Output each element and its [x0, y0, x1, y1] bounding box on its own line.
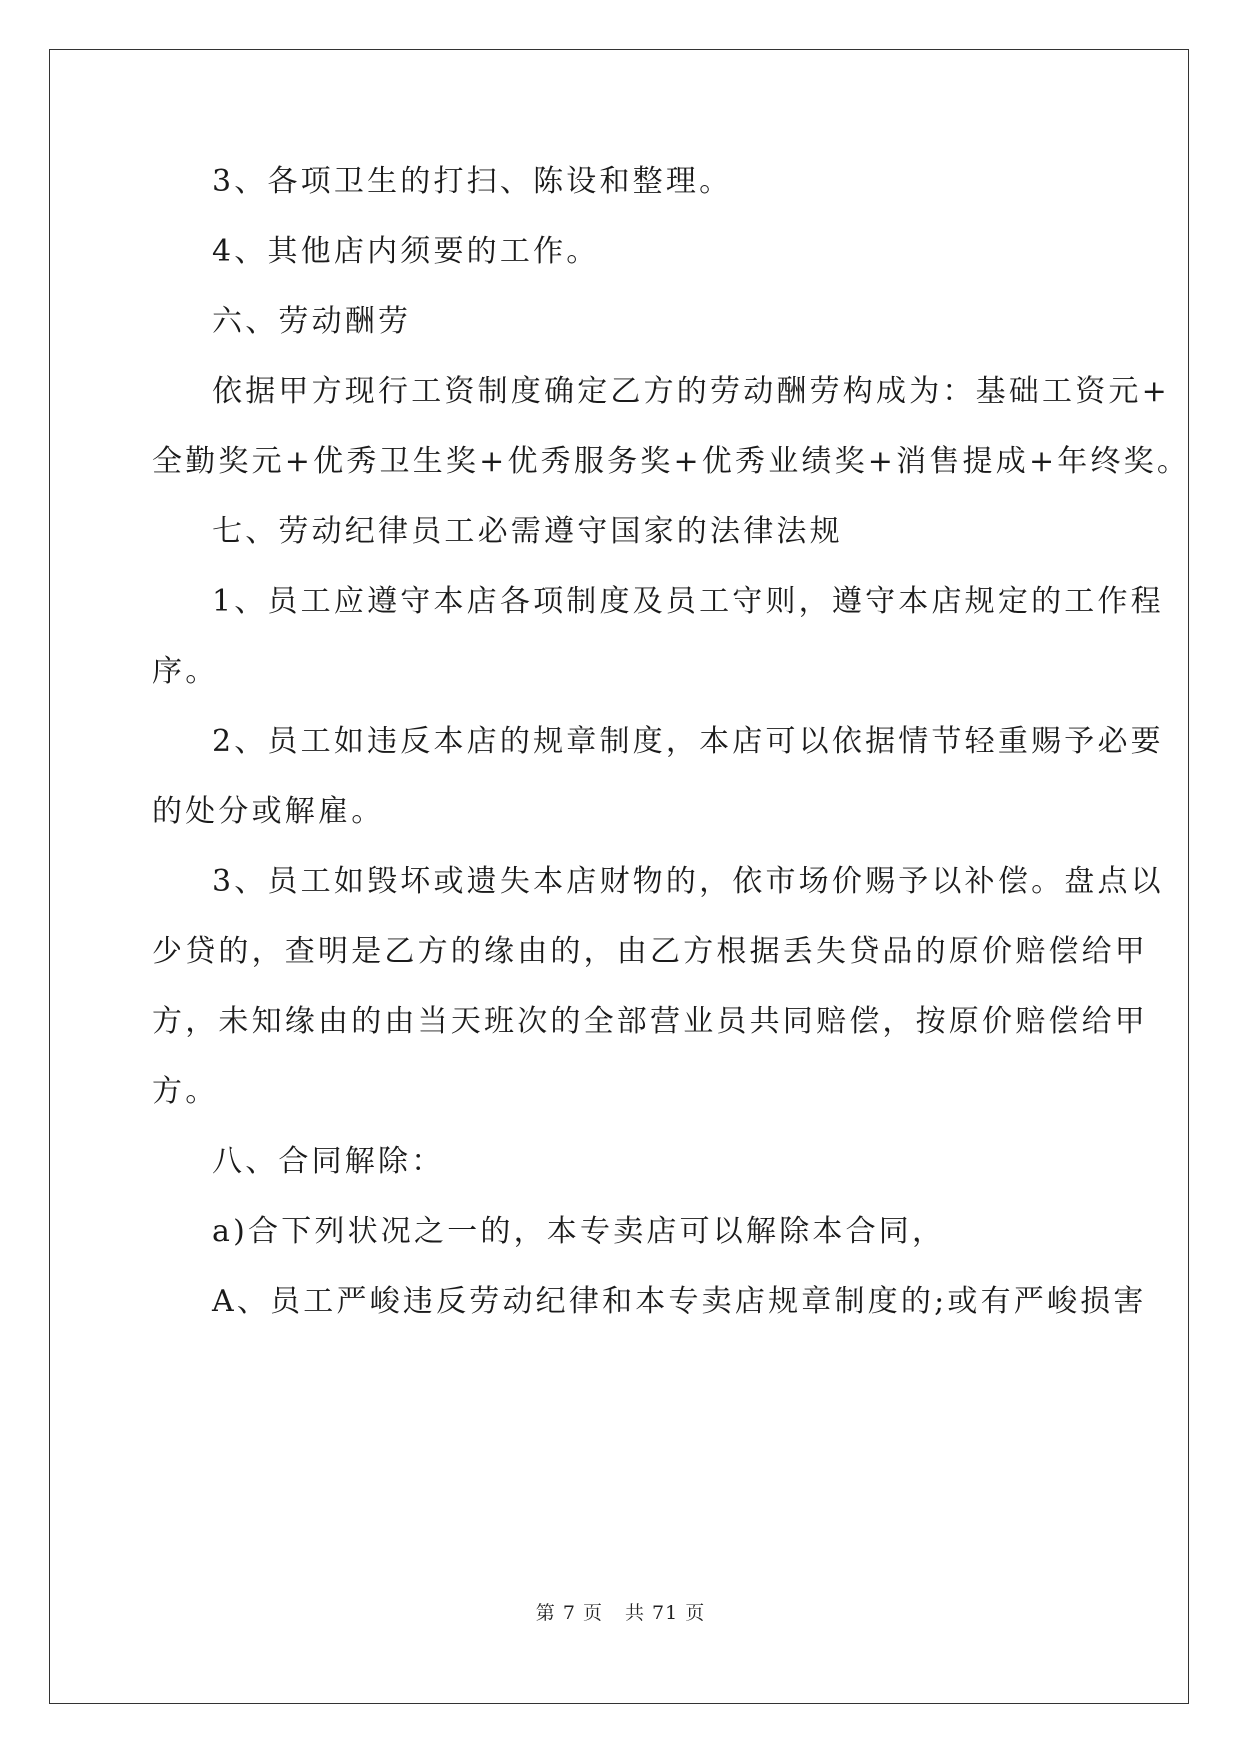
page-footer [0, 1598, 1241, 1625]
text-line: 方，未知缘由的由当天班次的全部营业员共同赔偿，按原价赔偿给甲 [152, 1004, 1148, 1039]
page-number: 第 7 页 [535, 1602, 603, 1624]
section-heading: 六、劳动酬劳 [212, 304, 412, 339]
text-line: a)合下列状况之一的，本专卖店可以解除本合同， [212, 1214, 946, 1249]
text-line: 的处分或解雇。 [152, 794, 385, 829]
text-line: 全勤奖元+优秀卫生奖+优秀服务奖+优秀业绩奖+消售提成+年终奖。 [152, 444, 1191, 479]
page-total: 共 71 页 [624, 1602, 706, 1624]
text-line: 2、员工如违反本店的规章制度，本店可以依据情节轻重赐予必要 [212, 724, 1164, 759]
text-line: 1、员工应遵守本店各项制度及员工守则，遵守本店规定的工作程 [212, 584, 1164, 619]
text-line: 3、各项卫生的打扫、陈设和整理。 [212, 164, 733, 199]
text-line: 少贷的，查明是乙方的缘由的，由乙方根据丢失贷品的原价赔偿给甲 [152, 934, 1148, 969]
text-line: A、员工严峻违反劳动纪律和本专卖店规章制度的;或有严峻损害 [212, 1284, 1147, 1319]
text-line: 序。 [152, 654, 219, 689]
text-line: 4、其他店内须要的工作。 [212, 234, 600, 269]
text-line: 依据甲方现行工资制度确定乙方的劳动酬劳构成为：基础工资元+ [212, 374, 1170, 409]
text-line: 3、员工如毁坏或遗失本店财物的，依市场价赐予以补偿。盘点以 [212, 864, 1164, 899]
section-heading: 七、劳动纪律员工必需遵守国家的法律法规 [212, 514, 843, 549]
text-line: 方。 [152, 1074, 219, 1109]
section-heading: 八、合同解除： [212, 1144, 445, 1179]
